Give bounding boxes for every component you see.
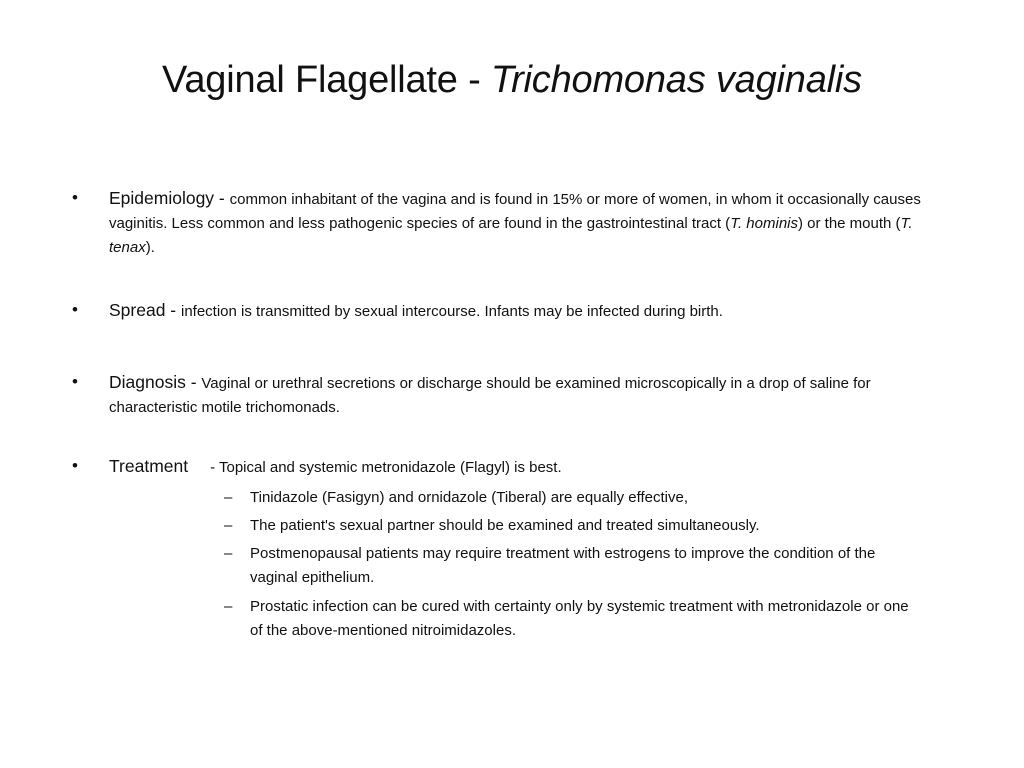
- bullet-content: [109, 370, 952, 420]
- treatment-first-item: - Topical and systemic metronidazole (Flagyl) is best.: [210, 459, 562, 476]
- bullet-text: common inhabitant of the vagina and is found in 15% or more of women, in whom it occasionally causes vaginitis. Less common and less pathogenic species of are found in the gastrointestinal tract (: [109, 191, 921, 232]
- species-name: T. hominis: [730, 215, 798, 232]
- sub-item-text: Prostatic infection can be cured with certainty only by systemic treatment with metronidazole or one of the above-mentioned nitroimidazoles.: [250, 598, 909, 639]
- bullet-marker: •: [72, 372, 78, 391]
- bullet-epidemiology: [72, 186, 952, 260]
- bullet-diagnosis: [72, 370, 952, 420]
- dash-marker: –: [224, 545, 233, 562]
- dash-marker: –: [224, 517, 233, 534]
- slide-title: [0, 52, 1024, 108]
- bullet-treatment: [72, 454, 952, 480]
- sub-item-text: The patient's sexual partner should be examined and treated simultaneously.: [250, 517, 760, 534]
- bullet-spread: [72, 298, 952, 324]
- bullet-heading: Diagnosis -: [109, 372, 202, 392]
- bullet-heading: Spread -: [109, 300, 181, 320]
- title-scientific-name: Trichomonas vaginalis: [490, 59, 862, 101]
- bullet-content: [109, 454, 952, 480]
- treatment-sub-item: [224, 542, 924, 590]
- bullet-text: ).: [145, 239, 155, 256]
- bullet-content: [109, 186, 952, 260]
- bullet-text: infection is transmitted by sexual intercourse. Infants may be infected during birth.: [180, 303, 723, 320]
- bullet-heading: Treatment: [109, 456, 189, 476]
- bullet-heading: Epidemiology -: [109, 188, 230, 208]
- sub-item-text: Tinidazole (Fasigyn) and ornidazole (Tiberal) are equally effective,: [250, 489, 688, 506]
- dash-marker: –: [224, 598, 233, 615]
- bullet-marker: •: [72, 300, 78, 319]
- title-main: Vaginal Flagellate -: [162, 59, 491, 101]
- bullet-content: [109, 298, 952, 324]
- bullet-text: ) or the mouth (: [798, 215, 901, 232]
- bullet-marker: •: [72, 188, 78, 207]
- treatment-sub-item: [224, 595, 924, 643]
- dash-marker: –: [224, 489, 233, 506]
- bullet-marker: •: [72, 456, 78, 475]
- sub-item-text: Postmenopausal patients may require treatment with estrogens to improve the condition of the vaginal epithelium.: [250, 545, 876, 586]
- treatment-sub-item: [224, 514, 924, 538]
- species-name: T. tenax: [109, 215, 913, 256]
- treatment-sub-item: [224, 486, 924, 510]
- bullet-text: Vaginal or urethral secretions or discharge should be examined microscopically in a drop of saline for characteristic motile trichomonads.: [109, 375, 871, 416]
